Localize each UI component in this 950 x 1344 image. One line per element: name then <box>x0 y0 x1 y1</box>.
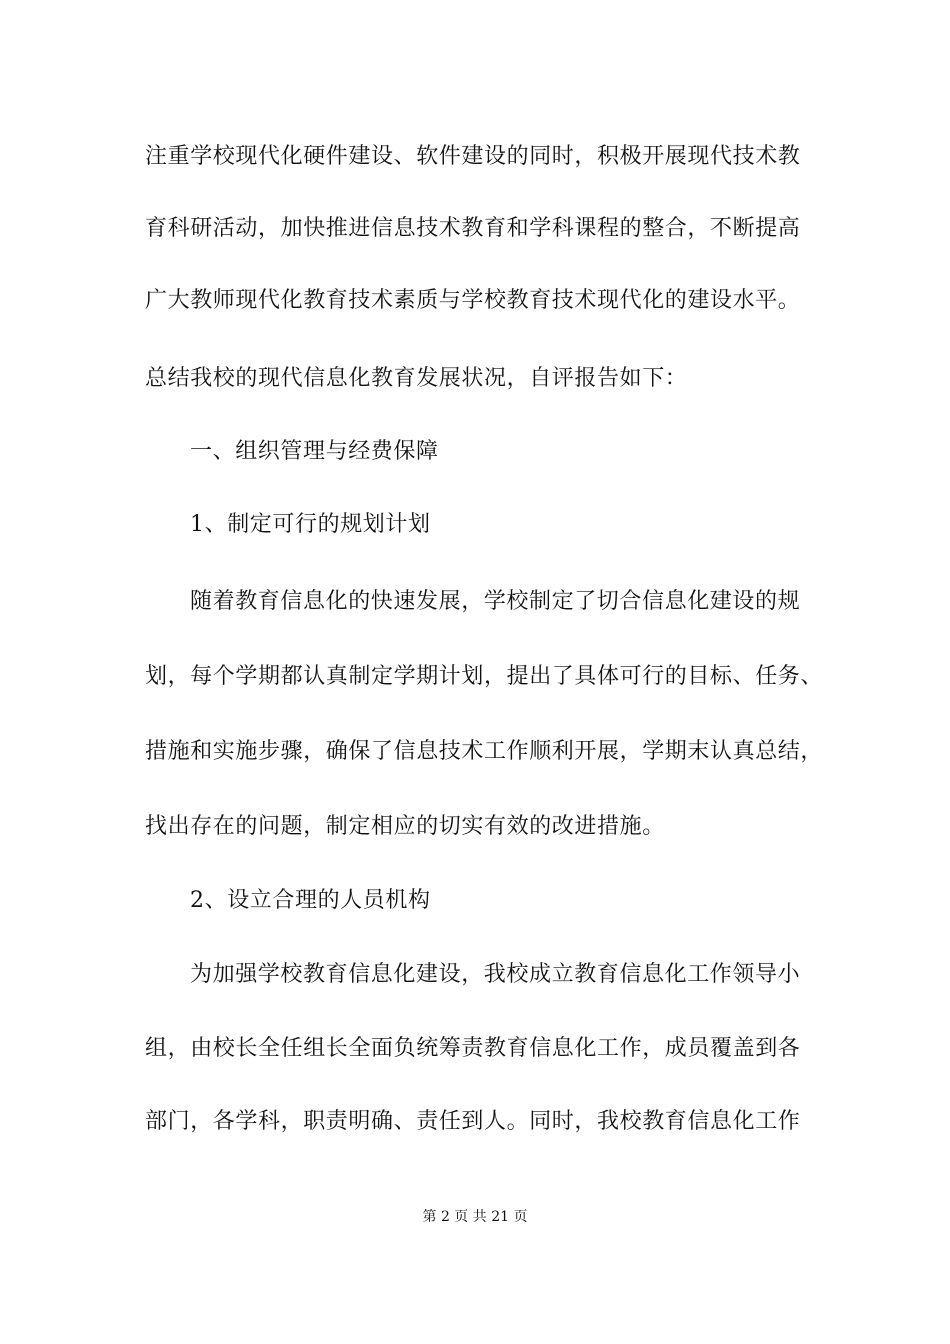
body-text-line: 总结我校的现代信息化教育发展状况，自评报告如下： <box>145 366 688 391</box>
body-text-line: 为加强学校教育信息化建设，我校成立教育信息化工作领导小 <box>190 962 801 987</box>
subsection-heading: 2、设立合理的人员机构 <box>190 888 431 913</box>
page-number: 第 2 页 共 21 页 <box>422 1209 528 1225</box>
subsection-heading: 1、制定可行的规划计划 <box>190 512 431 537</box>
body-text-line: 部门，各学科，职责明确、责任到人。同时，我校教育信息化工作 <box>145 1109 801 1134</box>
body-text-line: 注重学校现代化硬件建设、软件建设的同时，积极开展现代技术教 <box>145 144 801 169</box>
body-text-line: 找出存在的问题，制定相应的切实有效的改进措施。 <box>145 814 665 839</box>
body-text-line: 措施和实施步骤，确保了信息技术工作顺利开展，学期末认真总结， <box>145 739 824 764</box>
body-text-line: 划，每个学期都认真制定学期计划，提出了具体可行的目标、任务、 <box>145 664 824 689</box>
body-text-line: 育科研活动，加快推进信息技术教育和学科课程的整合，不断提高 <box>145 216 801 241</box>
body-text-line: 随着教育信息化的快速发展，学校制定了切合信息化建设的规 <box>190 589 801 614</box>
body-text-line: 组，由校长全任组长全面负统筹责教育信息化工作，成员覆盖到各 <box>145 1036 801 1061</box>
section-heading: 一、组织管理与经费保障 <box>190 439 439 464</box>
body-text-line: 广大教师现代化教育技术素质与学校教育技术现代化的建设水平。 <box>145 288 801 313</box>
